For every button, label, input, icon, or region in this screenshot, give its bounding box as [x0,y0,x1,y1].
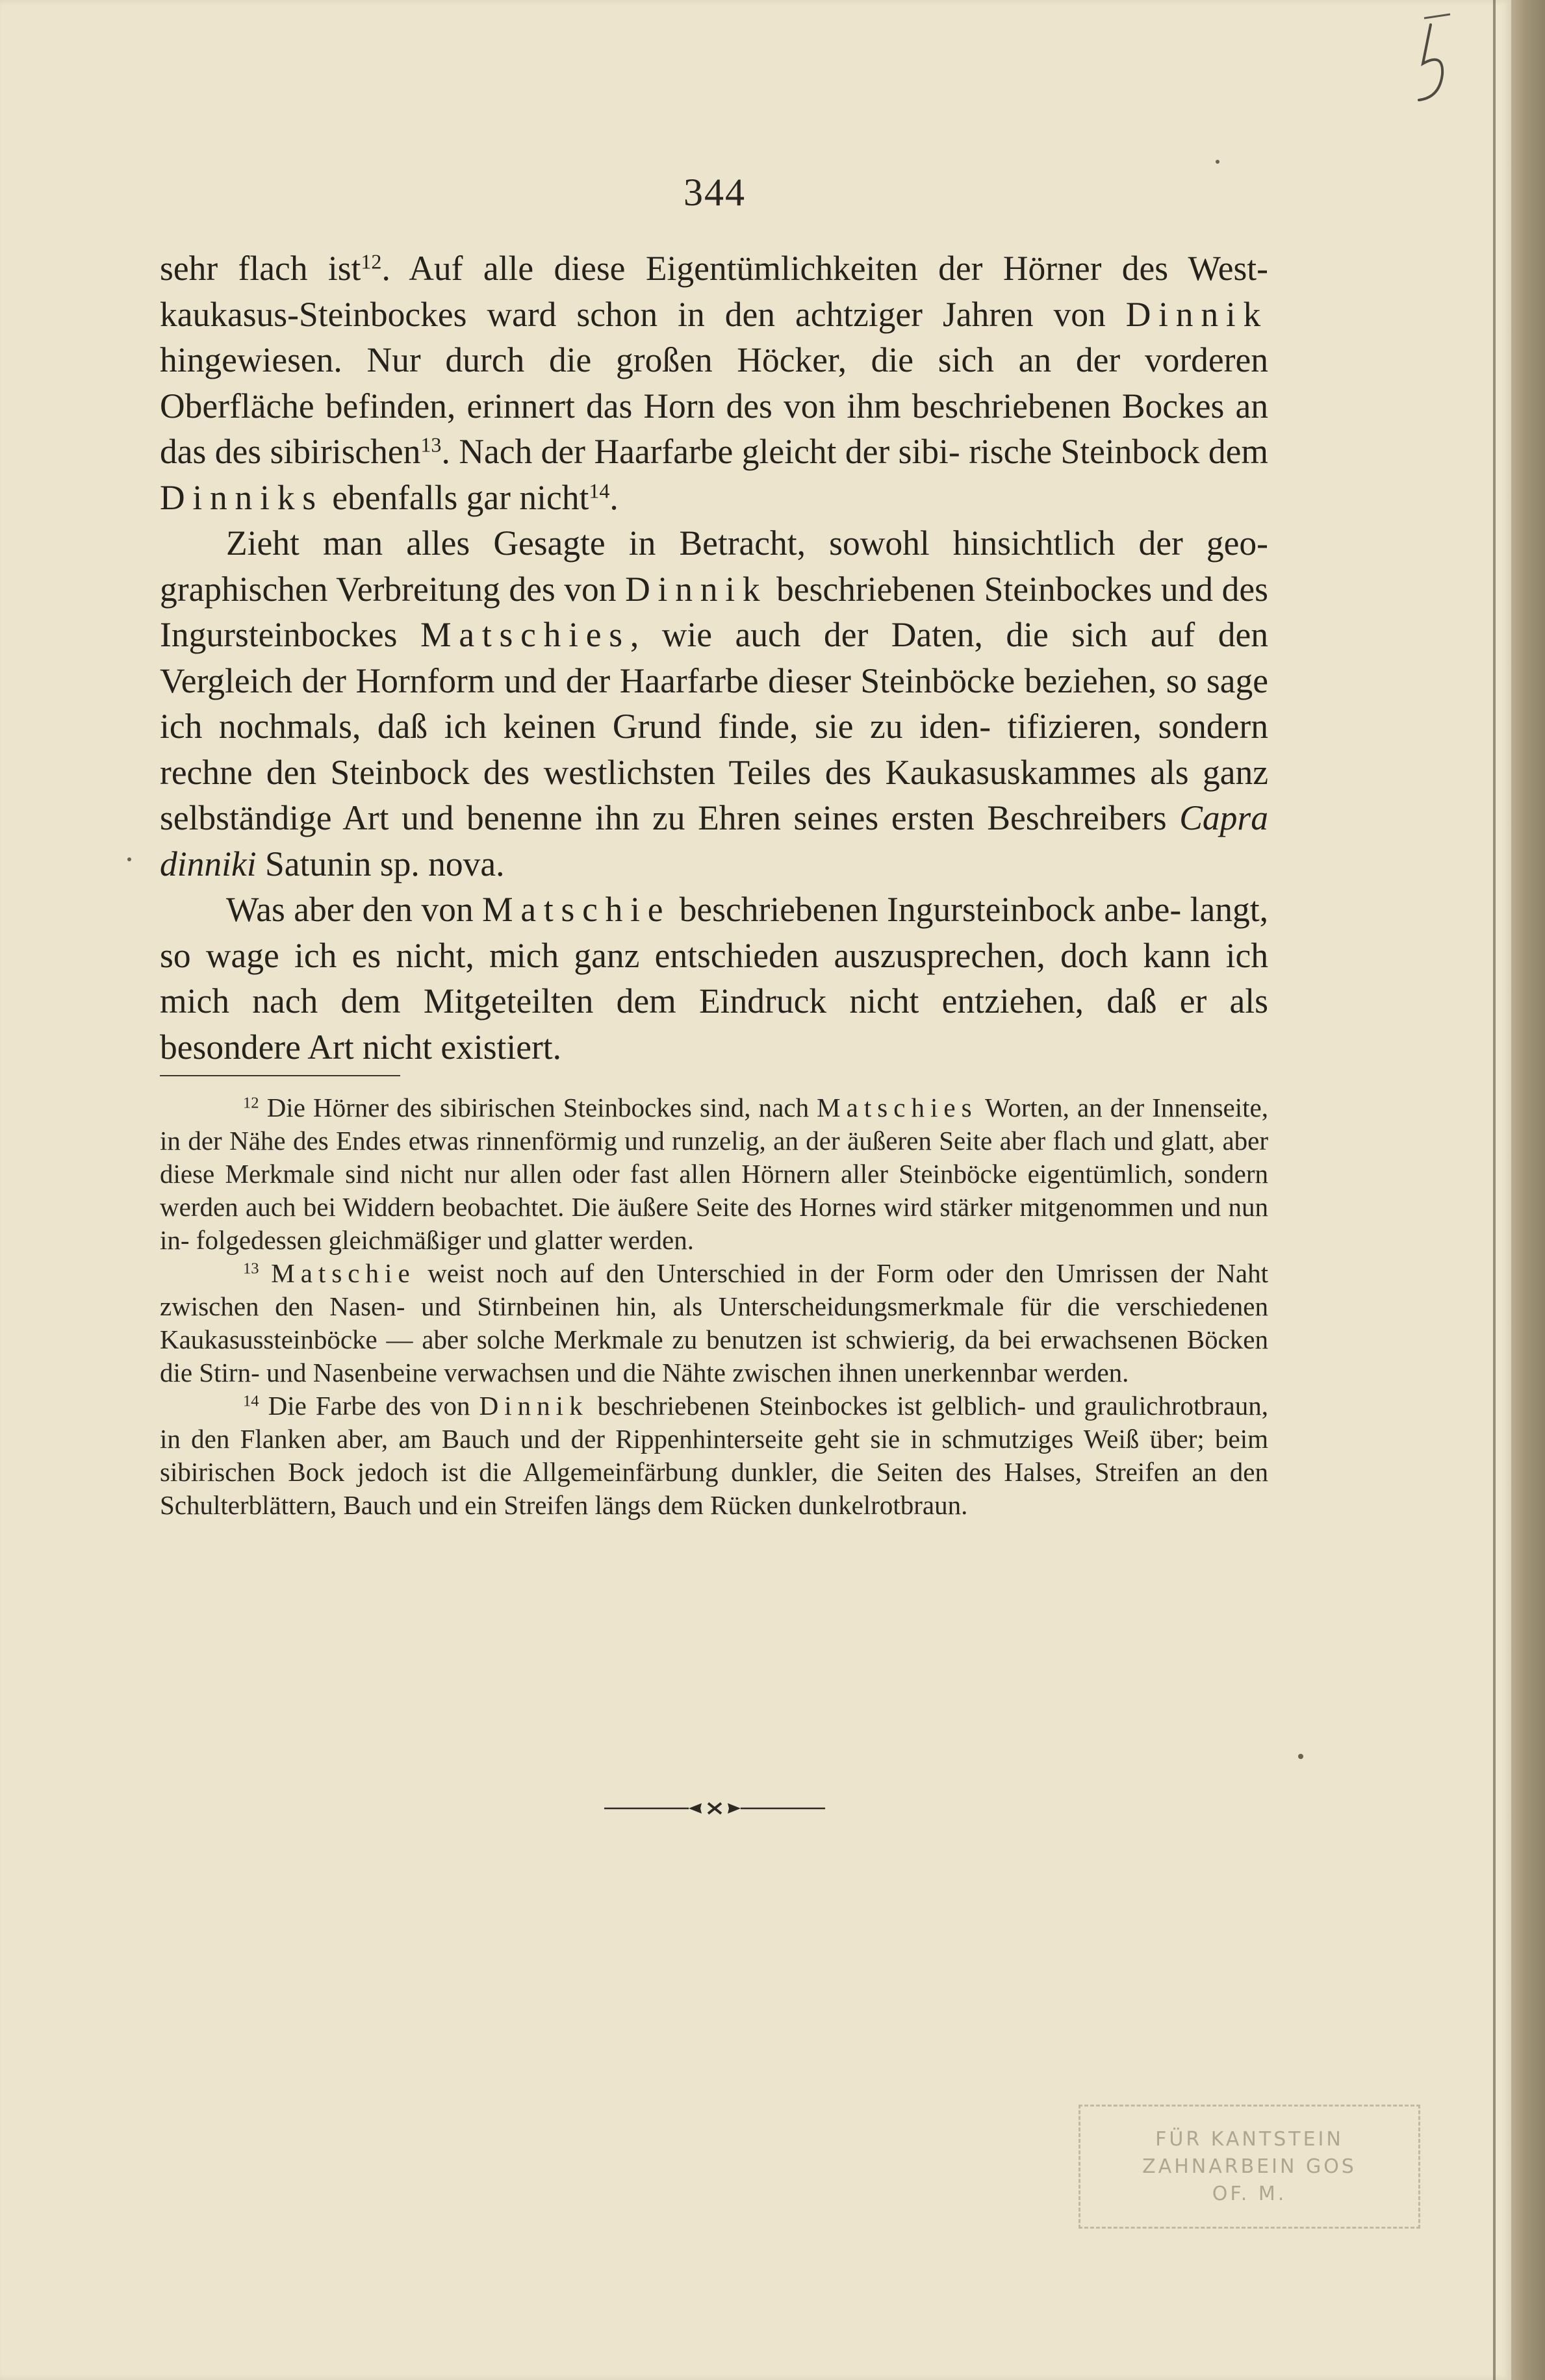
footnote-marker: 13 [243,1260,259,1278]
text-run: . Auf alle diese Eigentümlichkeiten der Hörner des West- kaukasus-Steinbockes ward schon in den achtziger Jahren von [160,249,1268,334]
stamp-line-3: OF. M. [1212,2182,1287,2205]
body-text [160,246,1268,1070]
text-run: beschriebenen Steinbockes ist gelblich- und graulichrotbraun, in den Flanken aber, am Bauch und der Rippenhinterseite geht sie in schmutziges Weiß über; beim sibirischen Bock jedoch ist die Allgemeinfärbung dunkler, die Seiten des Halses, Streifen an den Schulterblättern, Bauch und ein Streifen längs dem Rücken dunkelrotbraun. [160,1391,1269,1520]
text-run: , wie auch der Daten, die sich auf den Vergleich der Hornform und der Haarfarbe dieser Steinböcke beziehen, so sage ich nochmals, daß ich keinen Grund finde, sie zu iden- tifizieren, sondern rechne den Steinbock des westlichsten Teiles des Kaukasuskammes als ganz selbständige Art und benenne ihn zu Ehren seines ersten Beschreibers [160,615,1268,837]
paragraph-3 [160,887,1268,1070]
footnote-marker: 12 [361,249,382,273]
footnote-marker: 13 [420,433,442,457]
text-run: beschriebenen Ingursteinbock anbe- langt, so wage ich es nicht, mich ganz entschieden auszusprechen, doch kann ich mich nach dem Mitgeteilten dem Eindruck nicht entziehen, daß er als besondere Art nicht existiert. [160,890,1268,1067]
text-run: Die Hörner des sibirischen Steinbockes sind, nach [259,1093,817,1122]
text-run: Die Farbe des von [259,1391,479,1421]
text-run: ebenfalls gar nicht [323,477,589,517]
paragraph-2 [160,520,1268,887]
page-edge-line [1493,0,1496,2380]
footnote-marker: 14 [243,1392,259,1410]
text-run: . Nach der Haarfarbe gleicht der sibi- rische Steinbock dem [441,432,1269,471]
stamp-line-1: FÜR KANTSTEIN [1155,2127,1344,2151]
footnote-separator [160,1075,400,1076]
author-name: Dinniks [160,477,324,517]
footnote-marker: 14 [589,478,610,502]
text-run: weist noch auf den Unterschied in der Form oder den Umrissen der Naht zwischen den Nasen- und Stirnbeinen hin, als Unterscheidungsmerkmale für die verschiedenen Kaukasussteinböcke — aber solche Merkmale zu benutzen ist schwierig, da bei erwachsenen Böcken die Stirn- und Nasenbeine verwachsen und die Nähte zwischen ihnen unerkennbar werden. [160,1258,1268,1387]
paper-speck [1216,160,1219,164]
footnote-marker: 12 [243,1094,259,1112]
author-name: Matschies [420,615,630,654]
author-name: Matschies [817,1093,978,1122]
author-name: Dinnik [479,1391,589,1421]
end-ornament [604,1801,825,1816]
text-run: sehr flach ist [160,249,361,288]
text-run [259,1258,272,1288]
paper-speck [127,857,131,861]
footnotes [160,1091,1268,1522]
footnote-12 [160,1091,1268,1257]
species-name: Capra dinniki [160,798,1268,883]
author-name: Dinnik [625,569,768,609]
author-name: Matschie [271,1258,416,1288]
author-name: Matschie [482,890,671,929]
paragraph-1 [160,246,1268,520]
text-run: Worten, an der Innenseite, in der Nähe des Endes etwas rinnenförmig und runzelig, an der äußeren Seite aber flach und glatt, aber diese Merkmale sind nicht nur allen oder fast allen Hörnern aller Steinböcke eigentümlich, sondern werden auch bei Widdern beobachtet. Die äußere Seite des Hornes wird stärker mitgenommen und nun in- folgedessen gleichmäßiger und glatter werden. [160,1093,1268,1255]
page-number: 344 [683,171,746,214]
text-run: Satunin sp. nova. [256,844,505,883]
footnote-13 [160,1257,1268,1389]
text-run: hingewiesen. Nur durch die großen Höcker, die sich an der vorderen Oberfläche befinden, erinnert das Horn des von ihm beschriebenen Bockes an das des sibirischen [160,340,1268,471]
author-name: Dinnik [1125,294,1268,334]
text-run: Was aber den von [226,890,482,929]
text-run: beschriebenen Steinbockes und des Ingursteinbockes [160,569,1268,654]
stamp-line-2: ZAHNARBEIN GOS [1142,2155,1357,2178]
paper-speck [1298,1754,1303,1759]
pencil-page-number-annotation [1405,12,1463,109]
text-run: . [609,477,619,517]
library-stamp [1079,2105,1420,2229]
footnote-14 [160,1389,1268,1522]
text-run: Zieht man alles Gesagte in Betracht, sowohl hinsichtlich der geo- graphischen Verbreitung des von [160,524,1268,609]
page-edge [1511,0,1545,2380]
